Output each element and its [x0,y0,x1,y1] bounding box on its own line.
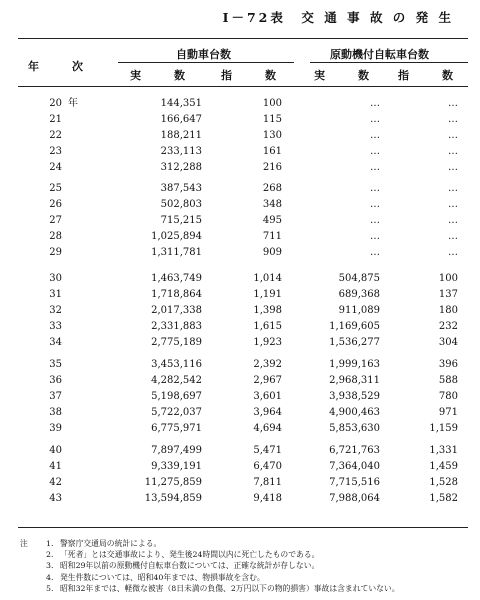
motor-index-cell: 130 [262,130,282,141]
moped-actual-cell: 7,988,064 [329,493,380,504]
year-cell: 28 [49,231,62,242]
year-cell: 40 [49,445,62,456]
moped-actual-cell: 6,721,763 [329,445,380,456]
year-cell: 30 [49,273,62,284]
moped-actual-cell: 504,875 [338,273,380,284]
year-cell: 21 [49,114,62,125]
table-row [0,287,480,303]
note-item [20,538,470,549]
moped-actual-cell: … [370,130,380,141]
table-row [0,181,480,197]
moped-actual-cell: 911,089 [338,305,380,316]
table-row [0,96,480,112]
motor-index-cell: 2,392 [253,359,282,370]
note-number: 5. [46,583,54,593]
motor-index-cell: 4,694 [253,423,282,434]
moped-index-cell: 304 [438,337,458,348]
year-cell: 38 [49,407,62,418]
motor-actual-cell: 144,351 [160,98,202,109]
table-row [0,112,480,128]
moped-actual-cell: 5,853,630 [329,423,380,434]
moped-actual-cell: 1,169,605 [329,321,380,332]
motor-actual-cell: 312,288 [160,162,202,173]
header-rule [18,86,468,87]
motor-actual-cell: 11,275,859 [144,477,202,488]
year-cell: 26 [49,199,62,210]
bottom-rule [18,527,468,528]
motor-actual-cell: 13,594,859 [144,493,202,504]
top-rule [18,38,468,39]
moped-index-cell: 180 [438,305,458,316]
motor-index-cell: 268 [262,183,282,194]
motor-actual-cell: 9,339,191 [151,461,202,472]
moped-actual-cell: … [370,183,380,194]
table-title: Ⅰ－72表 交 通 事 故 の 発 生 [222,10,454,25]
year-cell: 20 [49,98,62,109]
note-text: 昭和29年以前の原動機付自転車台数については、正確な統計が存しない。 [60,561,320,571]
moped-index-cell: 1,159 [429,423,458,434]
moped-actual-cell: 7,364,040 [329,461,380,472]
motor-actual-cell: 6,775,971 [151,423,202,434]
moped-index-cell: … [448,114,458,125]
year-cell: 23 [49,146,62,157]
motor-index-cell: 1,615 [253,321,282,332]
moped-index-cell: … [448,98,458,109]
moped-actual-cell: … [370,199,380,210]
year-cell: 35 [49,359,62,370]
motor-actual-cell: 5,198,697 [151,391,202,402]
moped-index-cell: … [448,183,458,194]
motor-actual-cell: 502,803 [160,199,202,210]
moped-header: 原動機付自転車台数 [330,48,429,61]
moped-actual-cell: 1,999,163 [329,359,380,370]
motor-index-cell: 9,418 [253,493,282,504]
notes-label: 注 [20,539,28,548]
motor-actual-cell: 7,897,499 [151,445,202,456]
motor-index-cell: 495 [262,215,282,226]
motor-index-cell: 3,601 [253,391,282,402]
motor-index-cell: 3,964 [253,407,282,418]
table-row [0,303,480,319]
table-row [0,245,480,261]
table-row [0,459,480,475]
motor-vehicle-header: 自動車台数 [176,48,231,61]
moped-index-cell: 396 [438,359,458,370]
year-cell: 25 [49,183,62,194]
table-row [0,335,480,351]
year-cell: 36 [49,375,62,386]
motor-index-cell: 1,191 [253,289,282,300]
moped-actual-cell: … [370,162,380,173]
motor-index-cell: 115 [262,114,282,125]
note-number: 2. [46,550,54,560]
moped-actual-header: 実 数 [314,69,369,82]
motor-actual-cell: 1,463,749 [151,273,202,284]
table-row [0,405,480,421]
motor-actual-cell: 1,311,781 [151,247,202,258]
note-text: 発生件数については、昭和40年までは、物損事故を含む。 [60,572,265,582]
motor-actual-cell: 166,647 [160,114,202,125]
moped-actual-cell: 689,368 [338,289,380,300]
motor-index-cell: 216 [262,162,282,173]
note-number: 1. [46,539,54,548]
motor-actual-cell: 4,282,542 [151,375,202,386]
moped-index-cell: … [448,199,458,210]
motor-index-cell: 161 [262,146,282,157]
note-text: 警察庁交通局の統計による。 [60,539,162,548]
moped-index-cell: … [448,146,458,157]
motor-index-cell: 5,471 [253,445,282,456]
moped-index-cell: 971 [438,407,458,418]
moped-actual-cell: 3,938,529 [329,391,380,402]
year-cell: 43 [49,493,62,504]
motor-vehicle-underline [118,62,294,63]
motor-actual-cell: 188,211 [160,130,202,141]
year-cell: 31 [49,289,62,300]
moped-actual-cell: 2,968,311 [329,375,380,386]
moped-index-cell: 780 [438,391,458,402]
table-row [0,213,480,229]
table-row [0,128,480,144]
note-text: 「死者」とは交通事故により、発生後24時間以内に死亡したものである。 [60,550,320,560]
moped-index-cell: 137 [438,289,458,300]
moped-actual-cell: … [370,247,380,258]
moped-index-cell: … [448,247,458,258]
motor-index-cell: 1,014 [253,273,282,284]
motor-index-header: 指 数 [221,69,276,82]
year-cell: 24 [49,162,62,173]
table-row [0,319,480,335]
moped-actual-cell: … [370,231,380,242]
moped-index-cell: 100 [438,273,458,284]
note-item [20,572,470,583]
motor-actual-cell: 1,025,894 [151,231,202,242]
note-text: 昭和32年までは、軽微な被害（8日未満の負傷、2万円以下の物的損害）事故は含まれていない。 [60,583,400,593]
moped-index-cell: … [448,231,458,242]
year-cell: 33 [49,321,62,332]
moped-index-cell: 1,528 [429,477,458,488]
note-item [20,583,470,594]
motor-actual-cell: 2,017,338 [151,305,202,316]
moped-actual-cell: … [370,98,380,109]
table-row [0,475,480,491]
motor-index-cell: 909 [262,247,282,258]
motor-index-cell: 1,398 [253,305,282,316]
year-unit: 年 [68,98,78,109]
table-row [0,421,480,437]
moped-index-cell: 588 [438,375,458,386]
moped-index-cell: 1,459 [429,461,458,472]
table-row [0,357,480,373]
year-cell: 39 [49,423,62,434]
year-cell: 41 [49,461,62,472]
note-number: 4. [46,572,54,582]
table-row [0,491,480,507]
moped-index-cell: … [448,162,458,173]
motor-index-cell: 6,470 [253,461,282,472]
moped-actual-cell: 4,900,463 [329,407,380,418]
moped-index-cell: 1,582 [429,493,458,504]
year-cell: 42 [49,477,62,488]
motor-actual-cell: 5,722,037 [151,407,202,418]
year-cell: 22 [49,130,62,141]
notes [20,538,470,594]
motor-actual-header: 実 数 [130,69,185,82]
table-row [0,229,480,245]
moped-actual-cell: 1,536,277 [329,337,380,348]
year-cell: 32 [49,305,62,316]
moped-index-header: 指 数 [398,69,453,82]
year-column-header: 年 次 [28,60,83,73]
motor-index-cell: 711 [262,231,282,242]
moped-index-cell: 1,331 [429,445,458,456]
moped-underline [310,62,468,63]
table-row [0,443,480,459]
motor-actual-cell: 2,331,883 [151,321,202,332]
moped-actual-cell: … [370,146,380,157]
motor-actual-cell: 2,775,189 [151,337,202,348]
table-row [0,144,480,160]
moped-actual-cell: … [370,215,380,226]
moped-actual-cell: … [370,114,380,125]
motor-index-cell: 1,923 [253,337,282,348]
motor-actual-cell: 1,718,864 [151,289,202,300]
table-row [0,389,480,405]
year-cell: 34 [49,337,62,348]
motor-actual-cell: 387,543 [160,183,202,194]
moped-index-cell: … [448,130,458,141]
motor-actual-cell: 715,215 [160,215,202,226]
motor-index-cell: 2,967 [253,375,282,386]
table-row [0,271,480,287]
note-item [20,560,470,571]
year-cell: 37 [49,391,62,402]
table-row [0,197,480,213]
table-row [0,373,480,389]
note-number: 3. [46,561,54,571]
note-item [20,549,470,560]
motor-actual-cell: 3,453,116 [151,359,202,370]
moped-index-cell: … [448,215,458,226]
motor-index-cell: 7,811 [253,477,282,488]
year-cell: 29 [49,247,62,258]
year-cell: 27 [49,215,62,226]
moped-index-cell: 232 [438,321,458,332]
motor-actual-cell: 233,113 [160,146,202,157]
table-row [0,160,480,176]
motor-index-cell: 348 [262,199,282,210]
moped-actual-cell: 7,715,516 [329,477,380,488]
motor-index-cell: 100 [262,98,282,109]
